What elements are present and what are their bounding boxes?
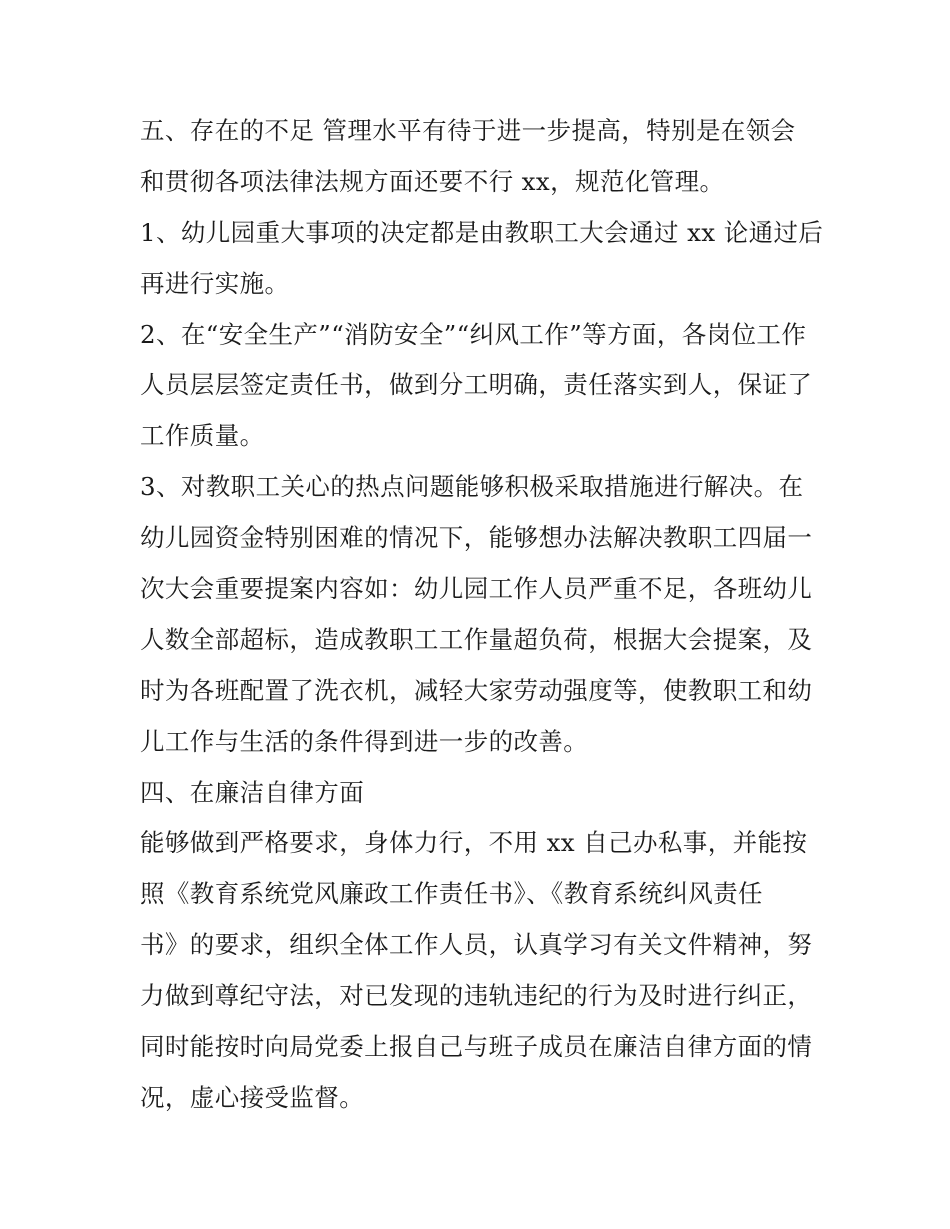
text-line: 儿工作与生活的条件得到进一步的改善。 (140, 726, 589, 756)
text-line: 人数全部超标，造成教职工工作量超负荷，根据大会提案，及 (140, 624, 813, 654)
text-line: 能够做到严格要求，身体力行，不用 xx 自己办私事，并能按 (140, 828, 808, 858)
item-3-line: 3、对教职工关心的热点问题能够积极采取措施进行解决。在 (140, 472, 804, 502)
section-five-heading-line: 五、存在的不足 管理水平有待于进一步提高，特别是在领会 (140, 116, 796, 145)
text-line: 和贯彻各项法律法规方面还要不行 xx，规范化管理。 (140, 166, 725, 196)
text-line: 力做到尊纪守法，对已发现的违轨违纪的行为及时进行纠正， (140, 981, 813, 1011)
item-2-line: 2、在“安全生产”“消防安全”“纠风工作”等方面，各岗位工作 (140, 319, 807, 349)
text-line: 再进行实施。 (140, 268, 290, 298)
text-line: 况，虚心接受监督。 (140, 1082, 365, 1112)
text-line: 幼儿园资金特别困难的情况下，能够想办法解决教职工四届一 (140, 523, 813, 553)
item-1-line: 1、幼儿园重大事项的决定都是由教职工大会通过 xx 论通过后 (140, 217, 824, 247)
section-four-heading: 四、在廉洁自律方面 (140, 777, 365, 807)
text-line: 书》的要求，组织全体工作人员，认真学习有关文件精神，努 (140, 930, 813, 960)
text-line: 照《教育系统党风廉政工作责任书》、《教育系统纠风责任 (140, 879, 763, 909)
text-line: 人员层层签定责任书，做到分工明确，责任落实到人，保证了 (140, 370, 813, 400)
text-line: 时为各班配置了洗衣机，减轻大家劳动强度等，使教职工和幼 (140, 675, 813, 705)
text-line: 同时能按时向局党委上报自己与班子成员在廉洁自律方面的情 (140, 1032, 813, 1062)
text-line: 次大会重要提案内容如：幼儿园工作人员严重不足，各班幼儿 (140, 574, 813, 604)
document-body (140, 106, 824, 1124)
text-line: 工作质量。 (140, 421, 265, 451)
